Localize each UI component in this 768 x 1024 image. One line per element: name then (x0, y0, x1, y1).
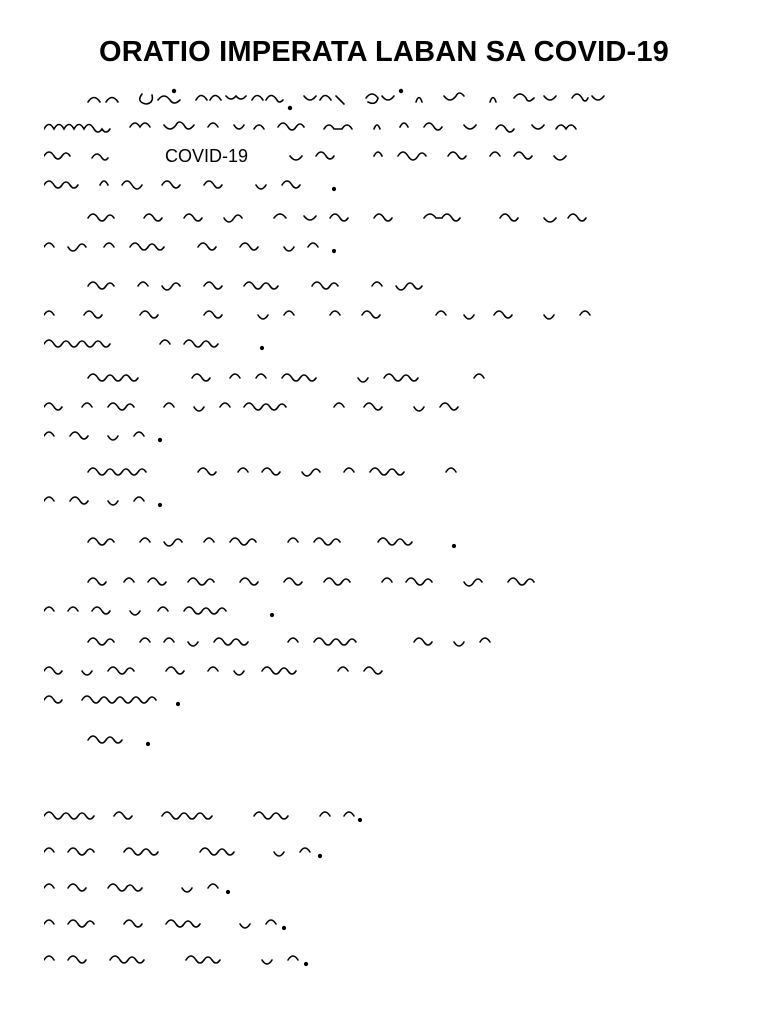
script-line (44, 173, 734, 199)
baybayin-text (44, 395, 734, 421)
script-line (44, 530, 734, 556)
litany-line-2 (44, 840, 734, 866)
script-line (44, 630, 734, 656)
baybayin-text (44, 274, 734, 300)
paragraph-8 (44, 630, 734, 717)
script-line (44, 424, 734, 450)
script-line (44, 303, 734, 329)
baybayin-text (44, 235, 734, 261)
script-line (44, 332, 734, 358)
baybayin-text (44, 303, 734, 329)
baybayin-text (44, 366, 734, 392)
script-line (44, 728, 734, 754)
script-line (44, 395, 734, 421)
script-line (44, 599, 734, 625)
paragraph-2 (44, 206, 734, 264)
script-line (44, 86, 734, 112)
script-line (44, 235, 734, 261)
script-line-with-covid (44, 144, 734, 170)
script-line (44, 366, 734, 392)
baybayin-text (44, 530, 734, 556)
script-line (44, 206, 734, 232)
baybayin-text (44, 460, 734, 486)
baybayin-text (44, 489, 734, 515)
paragraph-4 (44, 366, 734, 453)
baybayin-text (44, 659, 734, 685)
baybayin-text (44, 144, 734, 170)
litany-line-4 (44, 912, 734, 938)
litany-line-3 (44, 876, 734, 902)
baybayin-text (44, 206, 734, 232)
baybayin-text (44, 115, 734, 141)
script-line (44, 688, 734, 714)
page-title: ORATIO IMPERATA LABAN SA COVID-19 (99, 36, 669, 68)
paragraph-6 (44, 530, 734, 559)
paragraph-1 (44, 86, 734, 202)
baybayin-text (44, 728, 734, 754)
script-line (44, 115, 734, 141)
baybayin-text (44, 570, 734, 596)
paragraph-5 (44, 460, 734, 518)
litany-line-1 (44, 804, 734, 830)
paragraph-3 (44, 274, 734, 361)
litany-line-5 (44, 948, 734, 974)
script-line (44, 274, 734, 300)
paragraph-7 (44, 570, 734, 628)
baybayin-text (44, 424, 734, 450)
baybayin-text (44, 599, 734, 625)
script-line (44, 570, 734, 596)
baybayin-text (44, 86, 734, 112)
script-line (44, 659, 734, 685)
script-line (44, 460, 734, 486)
baybayin-text (44, 332, 734, 358)
baybayin-text (44, 688, 734, 714)
script-line (44, 489, 734, 515)
inline-covid-label: COVID-19 (162, 146, 251, 167)
baybayin-text (44, 173, 734, 199)
baybayin-text (44, 630, 734, 656)
amen-line (44, 728, 734, 757)
